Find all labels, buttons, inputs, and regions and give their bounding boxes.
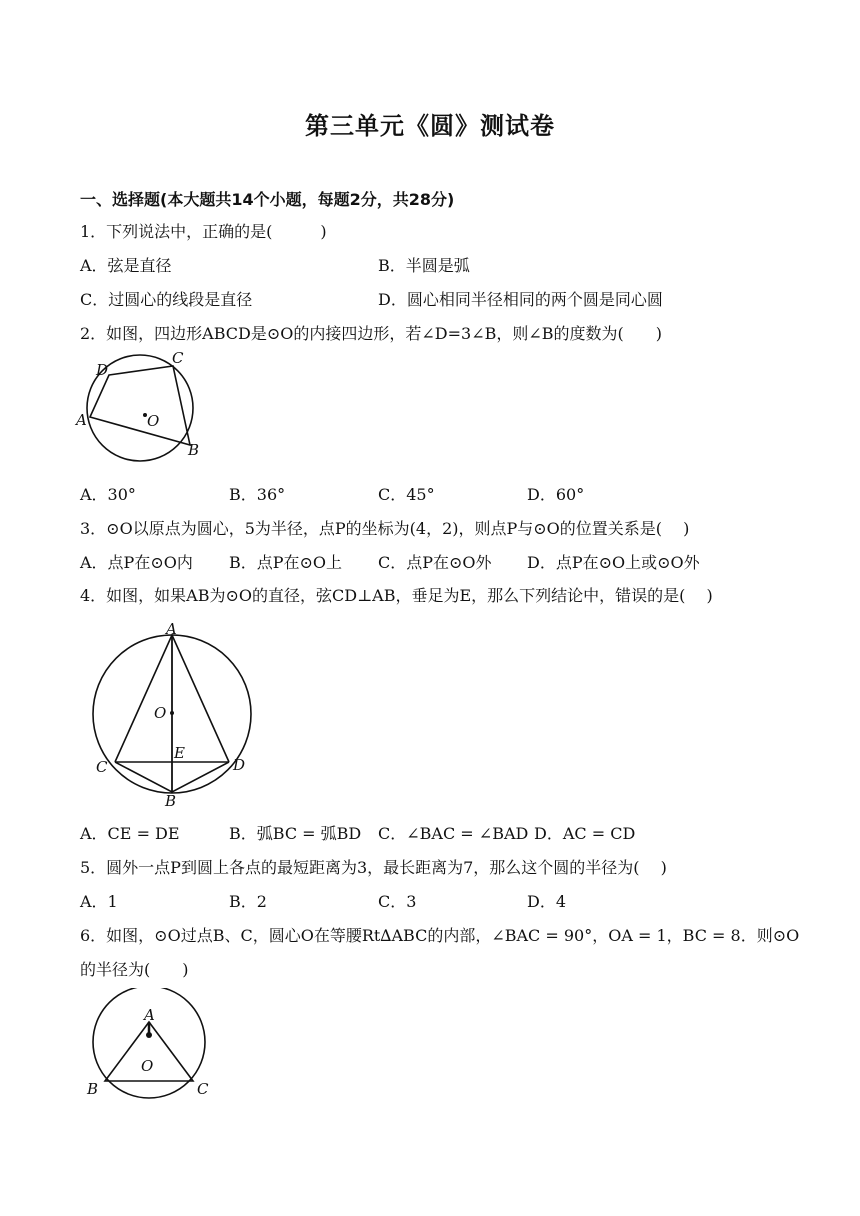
q4-label-c: C (96, 758, 108, 776)
q3-stem: 3．⊙O以原点为圆心，5为半径，点P的坐标为(4，2)，则点P与⊙O的位置关系是( ) (80, 519, 690, 538)
q1-option-c: C．过圆心的线段是直径 (80, 290, 253, 309)
q2-option-b: B．36° (229, 485, 286, 504)
q1-option-b: B．半圆是弧 (378, 256, 470, 275)
q6-stem-line1: 6．如图，⊙O过点B、C，圆心O在等腰Rt∆ABC的内部，∠BAC = 90°，OA = 1，BC = 8．则⊙O (80, 926, 800, 945)
q2-label-c: C (172, 350, 184, 367)
q5-stem: 5．圆外一点P到圆上各点的最短距离为3，最长距离为7，那么这个圆的半径为( ) (80, 858, 667, 877)
q3-option-d: D．点P在⊙O上或⊙O外 (527, 553, 700, 572)
q5-option-a: A．1 (80, 892, 118, 911)
q5-option-c: C．3 (378, 892, 417, 911)
q6-center-dot (146, 1032, 152, 1038)
q3-option-c: C．点P在⊙O外 (378, 553, 492, 572)
q4-option-c: C．∠BAC = ∠BAD (378, 824, 529, 843)
q2-option-d: D．60° (527, 485, 585, 504)
q4-label-o: O (154, 704, 167, 722)
q4-option-d: D．AC = CD (534, 824, 636, 843)
q6-label-o: O (141, 1057, 154, 1075)
q4-option-b: B．弧BC = 弧BD (229, 824, 362, 843)
q1-option-d: D．圆心相同半径相同的两个圆是同心圆 (378, 290, 663, 309)
q2-option-c: C．45° (378, 485, 435, 504)
q6-label-a: A (144, 1006, 155, 1024)
q5-option-b: B．2 (229, 892, 267, 911)
q4-option-a: A．CE = DE (80, 824, 180, 843)
q6-label-c: C (197, 1080, 209, 1098)
q2-label-o: O (147, 412, 160, 430)
q6-figure (84, 988, 219, 1100)
q1-stem: 1．下列说法中，正确的是( ) (80, 222, 327, 241)
q4-label-e: E (174, 744, 185, 762)
q2-label-d: D (96, 361, 109, 379)
q4-label-b: B (165, 792, 177, 810)
q4-center-dot (170, 711, 174, 715)
q4-label-d: D (233, 756, 246, 774)
q3-option-b: B．点P在⊙O上 (229, 553, 343, 572)
section-heading: 一、选择题(本大题共14个小题，每题2分，共28分) (80, 190, 455, 209)
q4-figure (88, 620, 258, 810)
q5-option-d: D．4 (527, 892, 567, 911)
q1-option-a: A．弦是直径 (80, 256, 172, 275)
q4-stem: 4．如图，如果AB为⊙O的直径，弦CD⊥AB，垂足为E，那么下列结论中，错误的是( ) (80, 586, 713, 605)
q2-figure (74, 350, 214, 465)
q3-option-a: A．点P在⊙O内 (80, 553, 193, 572)
q2-label-a: A (76, 411, 87, 429)
page-title: 第三单元《圆》测试卷 (305, 112, 555, 140)
q2-stem: 2．如图，四边形ABCD是⊙O的内接四边形，若∠D=3∠B，则∠B的度数为( ) (80, 324, 663, 343)
q6-stem-line2: 的半径为( ) (80, 960, 189, 979)
q4-label-a: A (166, 620, 177, 638)
q6-label-b: B (87, 1080, 99, 1098)
q2-option-a: A．30° (80, 485, 136, 504)
q2-label-b: B (188, 441, 200, 459)
